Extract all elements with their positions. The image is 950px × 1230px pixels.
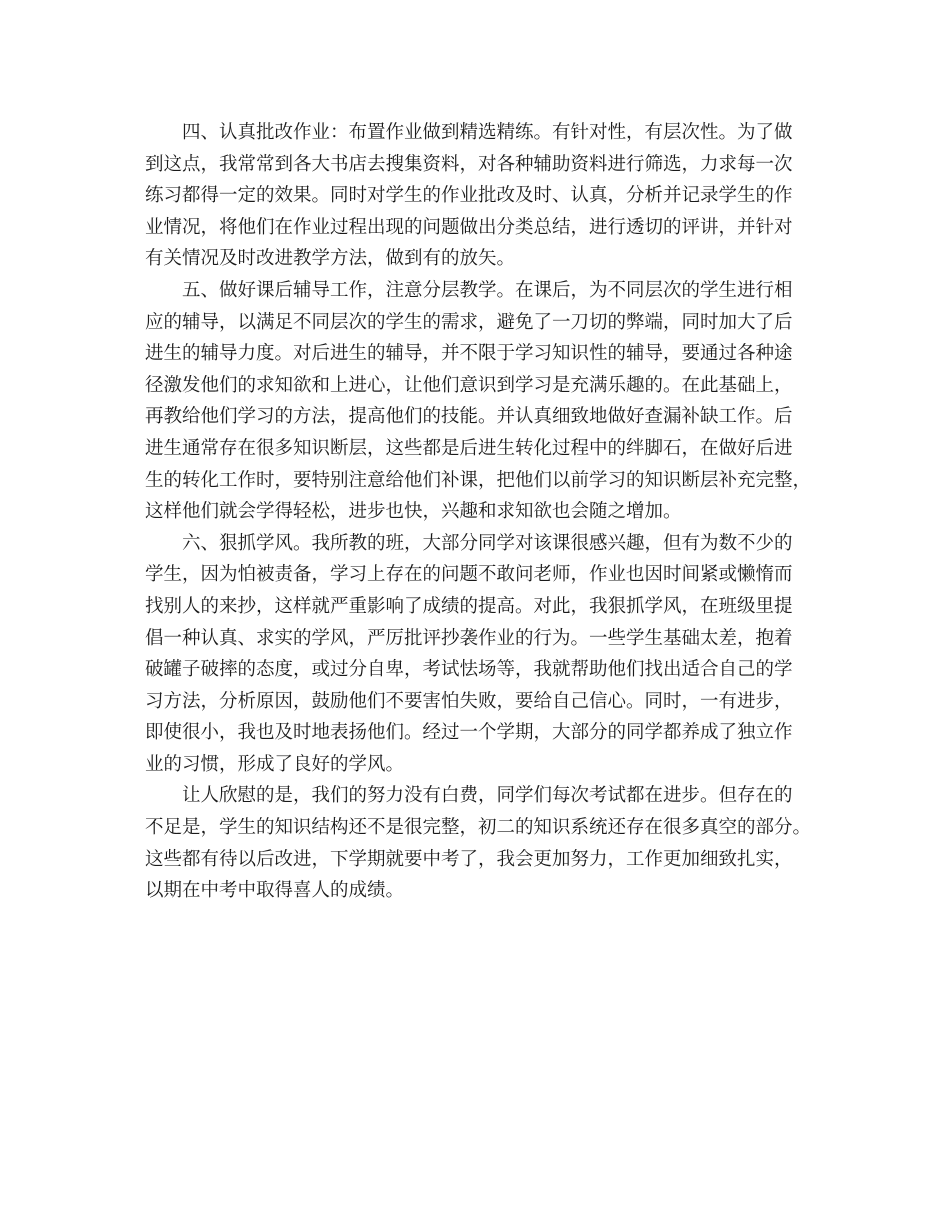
text-line: 业的习惯，形成了良好的学风。 (145, 753, 405, 775)
text-line: 进生通常存在很多知识断层，这些都是后进生转化过程中的绊脚石，在做好后进 (145, 437, 793, 459)
text-line: 五、做好课后辅导工作，注意分层教学。在课后，为不同层次的学生进行相 (182, 279, 793, 301)
text-line: 业情况，将他们在作业过程出现的问题做出分类总结，进行透切的评讲，并针对 (145, 216, 793, 238)
text-line: 习方法，分析原因，鼓励他们不要害怕失败，要给自己信心。同时，一有进步， (145, 690, 793, 712)
text-line: 应的辅导，以满足不同层次的学生的需求，避免了一刀切的弊端，同时加大了后 (145, 311, 793, 333)
text-line: 这样他们就会学得轻松，进步也快，兴趣和求知欲也会随之增加。 (145, 501, 682, 523)
text-line: 到这点，我常常到各大书店去搜集资料，对各种辅助资料进行筛选，力求每一次 (145, 153, 793, 175)
text-line: 有关情况及时改进教学方法，做到有的放矢。 (145, 248, 516, 270)
text-line: 四、认真批改作业：布置作业做到精选精练。有针对性，有层次性。为了做 (182, 122, 793, 143)
text-line: 学生，因为怕被责备，学习上存在的问题不敢问老师，作业也因时间紧或懒惰而 (145, 564, 793, 586)
paragraph-study-style (145, 528, 810, 781)
text-line: 以期在中考中取得喜人的成绩。 (145, 880, 405, 902)
text-line: 六、狠抓学风。我所教的班，大部分同学对该课很感兴趣，但有为数不少的 (182, 532, 793, 554)
paragraph-tutoring (145, 275, 810, 528)
text-line: 径激发他们的求知欲和上进心，让他们意识到学习是充满乐趣的。在此基础上， (145, 374, 793, 396)
text-line: 这些都有待以后改进，下学期就要中考了，我会更加努力，工作更加细致扎实， (145, 848, 793, 870)
text-line: 进生的辅导力度。对后进生的辅导，并不限于学习知识性的辅导，要通过各种途 (145, 343, 793, 365)
document-body (145, 117, 810, 907)
paragraph-conclusion (145, 780, 810, 906)
text-line: 让人欣慰的是，我们的努力没有白费，同学们每次考试都在进步。但存在的 (182, 785, 793, 807)
text-line: 倡一种认真、求实的学风，严厉批评抄袭作业的行为。一些学生基础太差，抱着 (145, 627, 793, 649)
text-line: 即使很小，我也及时地表扬他们。经过一个学期，大部分的同学都养成了独立作 (145, 722, 793, 744)
text-line: 再教给他们学习的方法，提高他们的技能。并认真细致地做好查漏补缺工作。后 (145, 406, 793, 428)
text-line: 不足是，学生的知识结构还不是很完整，初二的知识系统还存在很多真空的部分。 (145, 817, 812, 839)
paragraph-homework (145, 117, 810, 275)
text-line: 找别人的来抄，这样就严重影响了成绩的提高。对此，我狠抓学风，在班级里提 (145, 595, 793, 617)
text-line: 破罐子破摔的态度，或过分自卑，考试怯场等，我就帮助他们找出适合自己的学 (145, 659, 793, 681)
text-line: 生的转化工作时，要特别注意给他们补课，把他们以前学习的知识断层补充完整， (145, 469, 812, 491)
text-line: 练习都得一定的效果。同时对学生的作业批改及时、认真，分析并记录学生的作 (145, 185, 793, 207)
